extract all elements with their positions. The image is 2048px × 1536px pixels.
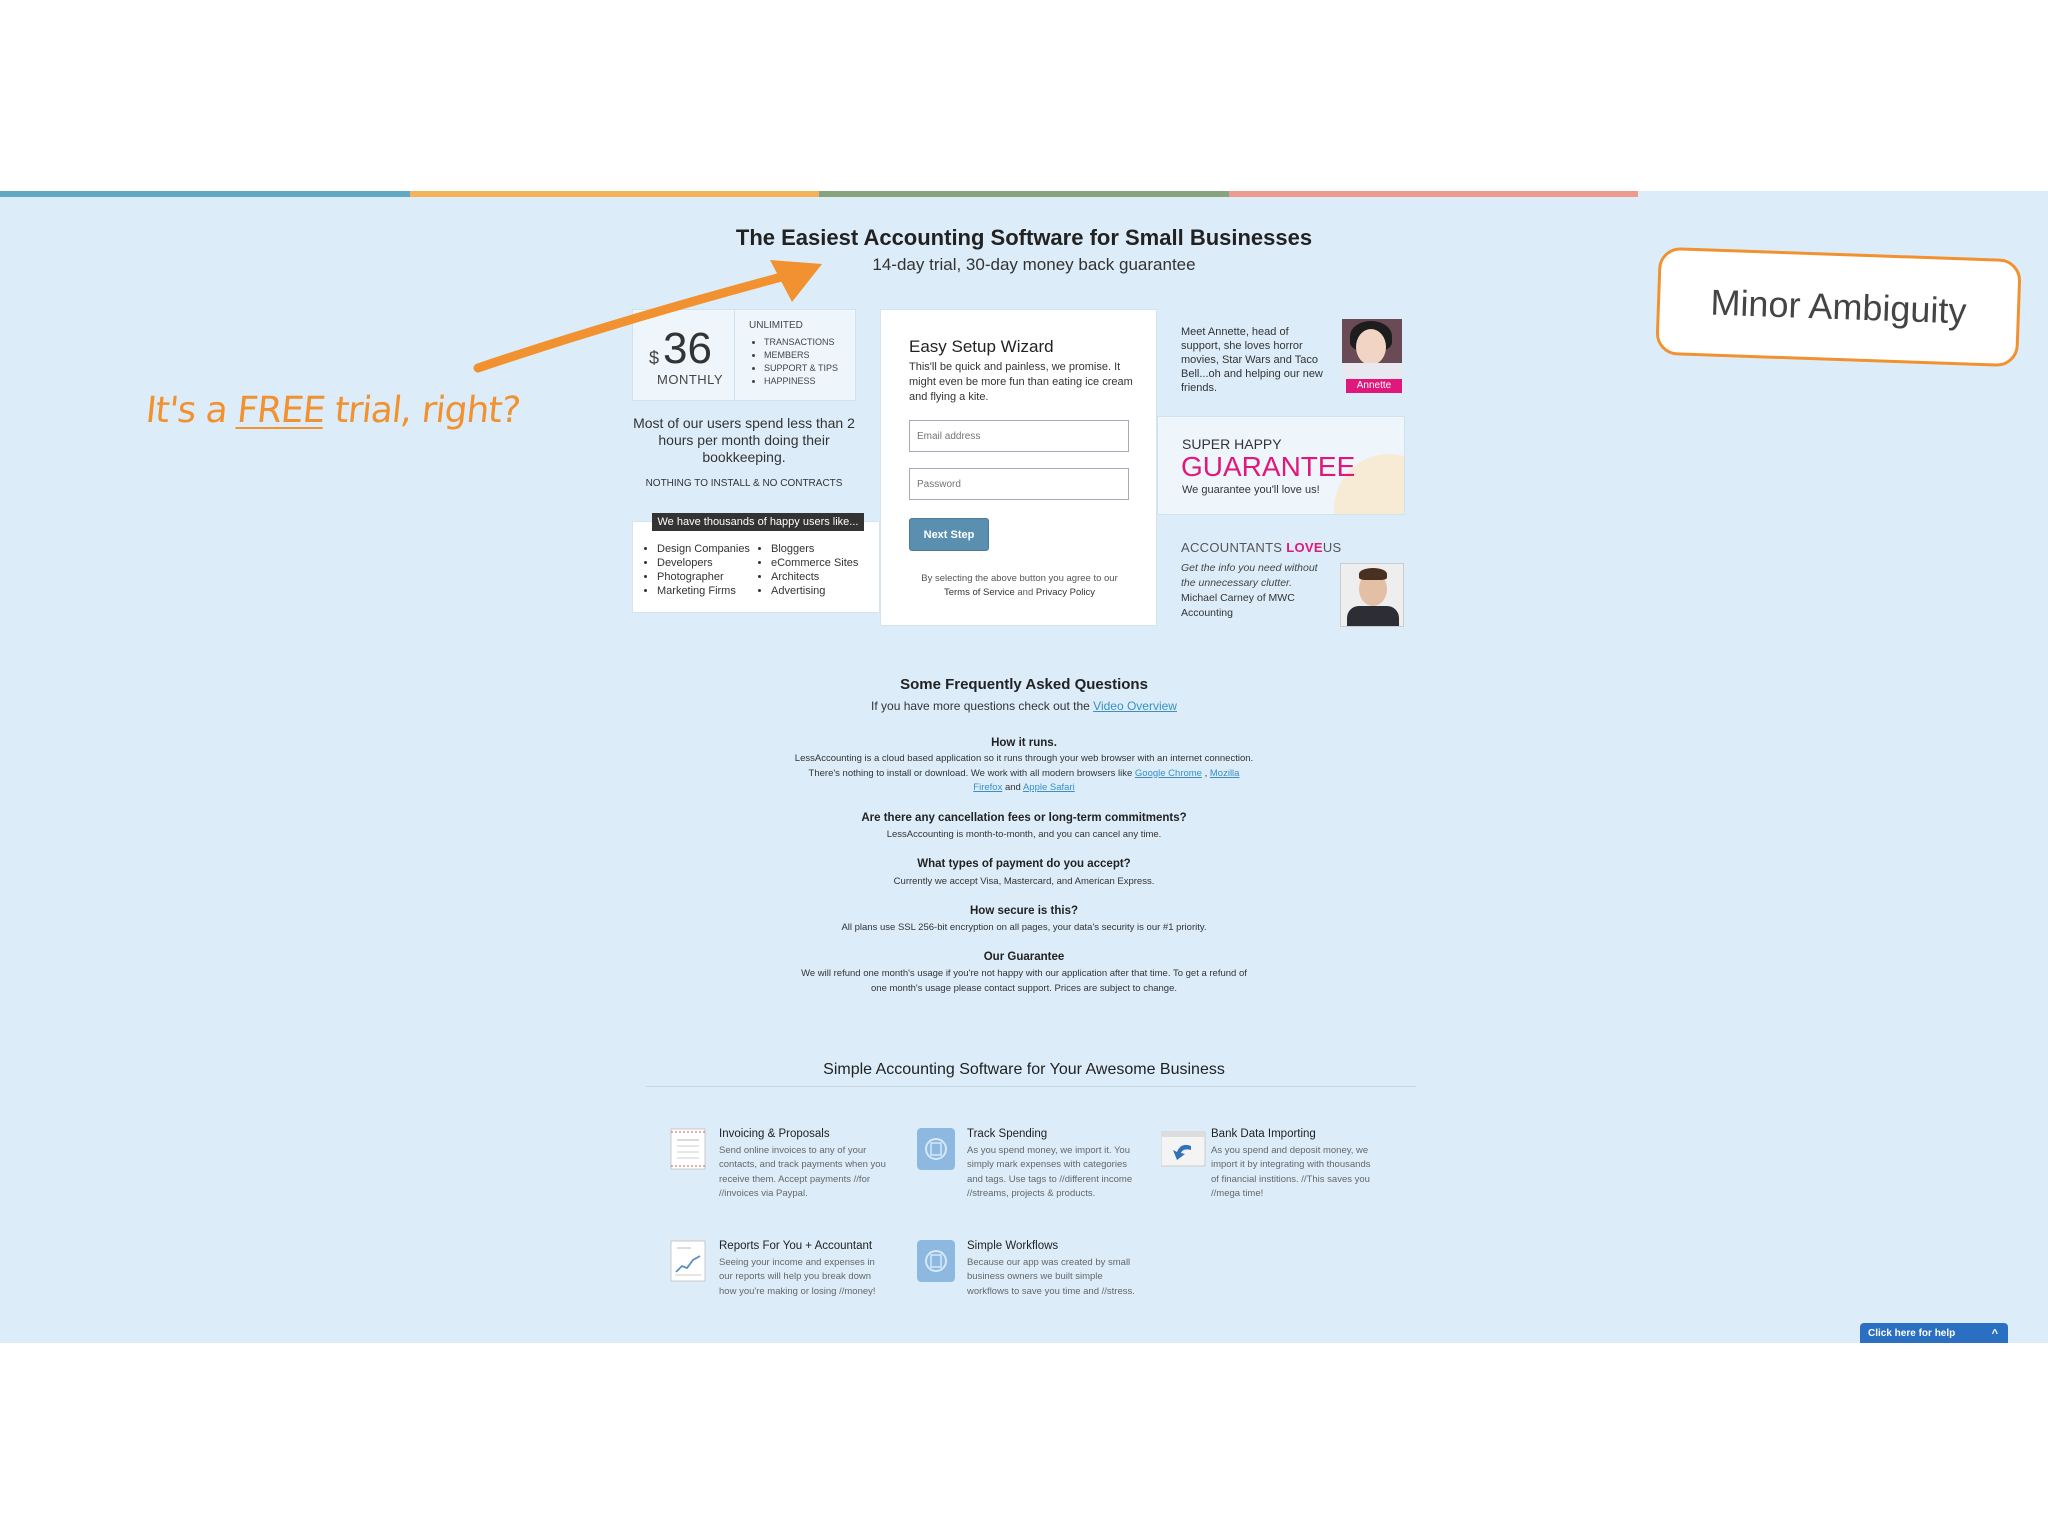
no-contracts-note: NOTHING TO INSTALL & NO CONTRACTS	[645, 478, 843, 489]
hero-title: The Easiest Accounting Software for Small Businesses	[735, 225, 1313, 250]
faq-answer-text: LessAccounting is a cloud based application so it runs through your web browser with an internet connection. There's nothing to install or download. We work with all modern browsers like	[794, 753, 1254, 779]
testimonial-quote: Get the info you need without the unnecessary clutter.	[1181, 562, 1318, 589]
google-chrome-link[interactable]: Google Chrome	[1134, 767, 1202, 779]
list-item: • eCommerce Sites	[771, 556, 858, 570]
next-step-button[interactable]: Next Step	[909, 518, 989, 551]
feature-title: Track Spending	[967, 1128, 1048, 1140]
feature-title: Reports For You + Accountant	[719, 1240, 873, 1252]
annotation-arrow-icon	[470, 250, 870, 390]
bookkeeping-note: Most of our users spend less than 2 hours per month doing their bookkeeping.	[633, 415, 855, 465]
help-label: Click here for help	[1868, 1328, 1956, 1339]
faq-separator: ,	[1204, 767, 1208, 779]
terms-note	[881, 572, 1158, 600]
faq-answer	[794, 752, 1254, 796]
accountants-title-prefix: ACCOUNTANTS	[1181, 540, 1283, 555]
guarantee-super: SUPER HAPPY	[1182, 436, 1282, 452]
list-item: • Developers	[657, 556, 750, 570]
hero-subtitle-text: 14-day trial, 30-day money back guarantee	[872, 255, 1196, 274]
terms-prefix: By selecting the above button you agree to our	[921, 573, 1118, 584]
annotation-suffix: trial, right?	[322, 390, 522, 431]
price-feature: • SUPPORT & TIPS	[764, 362, 838, 375]
faq-separator: and	[1004, 782, 1021, 793]
feature-desc: As you spend money, we import it. You simply mark expenses with categories and tags. Use tags to //different income //streams, projects & products.	[967, 1145, 1133, 1199]
list-item: • Marketing Firms	[657, 584, 750, 598]
annotation-free-trial	[144, 390, 522, 431]
feature-desc: Send online invoices to any of your contacts, and track payments when you receive them. Accept payments //for //invoices via Paypal.	[719, 1145, 886, 1199]
feature-desc: As you spend and deposit money, we import it by integrating with thousands of financial institions. //This saves you //mega time!	[1211, 1145, 1371, 1199]
faq-answer: Currently we accept Visa, Mastercard, and American Express.	[893, 876, 1155, 887]
faq-answer: All plans use SSL 256-bit encryption on all pages, your data's security is our #1 priority.	[841, 922, 1207, 933]
terms-and: and	[1017, 587, 1034, 598]
feature-desc: Because our app was created by small business owners we built simple workflows to save you time and //stress.	[967, 1257, 1135, 1297]
testimonial-author: Michael Carney of MWC Accounting	[1181, 592, 1295, 619]
faq-subtitle	[0, 699, 2048, 713]
unlimited-label: UNLIMITED	[749, 320, 803, 331]
email-field[interactable]	[909, 420, 1129, 452]
testimonial	[1181, 561, 1331, 621]
minor-ambiguity-label: Minor Ambiguity	[1655, 247, 2022, 368]
invoice-icon	[669, 1128, 707, 1170]
faq-subtitle-text: If you have more questions check out the	[871, 699, 1090, 713]
report-chart-icon	[669, 1240, 707, 1282]
faq-question: Are there any cancellation fees or long-term commitments?	[861, 812, 1187, 824]
guarantee-sub: We guarantee you'll love us!	[1182, 484, 1320, 496]
accountants-title-suffix: US	[1322, 540, 1342, 555]
privacy-policy-link[interactable]: Privacy Policy	[1035, 587, 1095, 598]
features-divider	[646, 1086, 1416, 1087]
workflow-icon	[917, 1240, 955, 1282]
price-feature: • MEMBERS	[764, 349, 838, 362]
faq-question: What types of payment do you accept?	[917, 858, 1131, 870]
price-feature: • TRANSACTIONS	[764, 336, 838, 349]
chevron-up-icon: ^	[1991, 1328, 1998, 1340]
list-item: • Photographer	[657, 570, 750, 584]
price-currency: $	[649, 348, 660, 368]
annette-name-tag: Annette	[1346, 379, 1402, 393]
users-list-2	[757, 542, 858, 598]
faq-answer: LessAccounting is month-to-month, and you can cancel any time.	[886, 829, 1162, 840]
list-item: • Architects	[771, 570, 858, 584]
annette-avatar	[1342, 319, 1402, 379]
wizard-intro: This'll be quick and painless, we promise. It might even be more fun than eating ice cream and flying a kite.	[909, 361, 1133, 403]
password-field[interactable]	[909, 468, 1129, 500]
guarantee-card	[1157, 416, 1405, 515]
guarantee-heading: GUARANTEE	[1181, 451, 1356, 482]
faq-title: Some Frequently Asked Questions	[900, 676, 1148, 693]
faq-question: How it runs.	[991, 737, 1057, 749]
annotation-prefix: It's a	[143, 390, 240, 431]
annotation-free-word: FREE	[235, 390, 327, 431]
accountant-avatar	[1340, 563, 1404, 627]
wizard-title: Easy Setup Wizard	[909, 337, 1054, 356]
landing-page	[0, 197, 2048, 1343]
list-item: • Design Companies	[657, 542, 750, 556]
faq-answer: We will refund one month's usage if you're not happy with our application after that time. To get a refund of one month's usage please contact support. Prices are subject to change.	[801, 968, 1247, 994]
annette-intro: Meet Annette, head of support, she loves horror movies, Star Wars and Taco Bell...oh and helping our new friends.	[1181, 326, 1323, 394]
terms-of-service-link[interactable]: Terms of Service	[943, 587, 1015, 598]
list-item: • Bloggers	[771, 542, 858, 556]
happy-users-card	[632, 521, 880, 613]
list-item: • Advertising	[771, 584, 858, 598]
apple-safari-link[interactable]: Apple Safari	[1022, 782, 1075, 793]
mozilla-firefox-link[interactable]: Mozilla Firefox	[973, 767, 1240, 793]
import-arrow-icon	[1161, 1128, 1207, 1170]
faq-question: Our Guarantee	[983, 951, 1065, 963]
receipt-icon	[917, 1128, 955, 1170]
faq-question: How secure is this?	[969, 905, 1078, 917]
happy-users-banner: We have thousands of happy users like...	[652, 513, 864, 531]
price-amount: 36	[663, 324, 712, 373]
accountants-title-love: LOVE	[1286, 540, 1323, 555]
price-period: MONTHLY	[657, 372, 724, 387]
setup-wizard-form	[880, 309, 1157, 626]
users-list-1	[643, 542, 750, 598]
video-overview-link[interactable]: Video Overview	[1093, 699, 1177, 713]
features-title: Simple Accounting Software for Your Awesome Business	[823, 1061, 1225, 1078]
feature-title: Invoicing & Proposals	[719, 1128, 830, 1140]
feature-title: Simple Workflows	[967, 1240, 1059, 1252]
help-tab-button[interactable]	[1860, 1323, 2008, 1343]
feature-title: Bank Data Importing	[1211, 1128, 1316, 1140]
accountants-title	[1181, 540, 1342, 555]
feature-desc: Seeing your income and expenses in our reports will help you break down how you're making or losing //money!	[719, 1257, 876, 1297]
price-feature: • HAPPINESS	[764, 375, 838, 388]
